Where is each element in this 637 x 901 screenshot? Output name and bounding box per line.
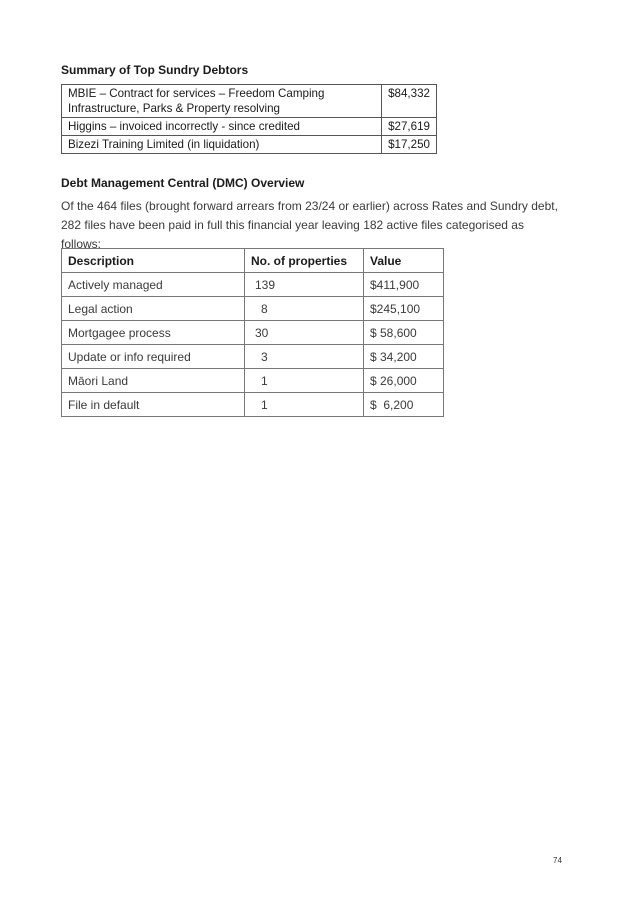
sundry-debtors-heading: Summary of Top Sundry Debtors (61, 63, 249, 77)
table-row (62, 393, 444, 417)
row-value: $ 6,200 (364, 393, 444, 417)
column-header-description: Description (62, 249, 245, 273)
table-header-row (62, 249, 444, 273)
debtor-amount: $17,250 (382, 136, 437, 154)
row-value: $411,900 (364, 273, 444, 297)
column-header-value: Value (364, 249, 444, 273)
row-description: Māori Land (62, 369, 245, 393)
row-properties: 1 (245, 369, 364, 393)
debtor-description (62, 85, 382, 118)
debtor-description: Bizezi Training Limited (in liquidation) (62, 136, 382, 154)
sundry-debtors-table (61, 84, 437, 154)
row-description: File in default (62, 393, 245, 417)
row-properties: 139 (245, 273, 364, 297)
row-description: Legal action (62, 297, 245, 321)
row-properties: 8 (245, 297, 364, 321)
row-description: Mortgagee process (62, 321, 245, 345)
debtor-amount: $27,619 (382, 118, 437, 136)
table-row (62, 345, 444, 369)
dmc-overview-heading: Debt Management Central (DMC) Overview (61, 176, 305, 190)
table-row (62, 273, 444, 297)
row-properties: 30 (245, 321, 364, 345)
row-value: $245,100 (364, 297, 444, 321)
row-properties: 3 (245, 345, 364, 369)
row-description: Update or info required (62, 345, 245, 369)
table-row (62, 85, 437, 118)
debtor-description-line: MBIE – Contract for services – Freedom Camping (68, 87, 325, 100)
debtor-amount: $84,332 (382, 85, 437, 118)
page-number: 74 (553, 856, 562, 865)
row-value: $ 34,200 (364, 345, 444, 369)
table-row (62, 297, 444, 321)
dmc-table (61, 248, 444, 417)
table-row (62, 136, 437, 154)
debtor-description-line: Infrastructure, Parks & Property resolving (68, 102, 280, 115)
table-row (62, 321, 444, 345)
table-row (62, 118, 437, 136)
row-properties: 1 (245, 393, 364, 417)
row-value: $ 58,600 (364, 321, 444, 345)
debtor-description: Higgins – invoiced incorrectly - since credited (62, 118, 382, 136)
row-value: $ 26,000 (364, 369, 444, 393)
column-header-properties: No. of properties (245, 249, 364, 273)
dmc-overview-paragraph: Of the 464 files (brought forward arrears from 23/24 or earlier) across Rates and Sundry debt, 282 files have been paid in full this financial year leaving 182 active files categorised as follows: (61, 199, 558, 251)
table-row (62, 369, 444, 393)
row-description: Actively managed (62, 273, 245, 297)
